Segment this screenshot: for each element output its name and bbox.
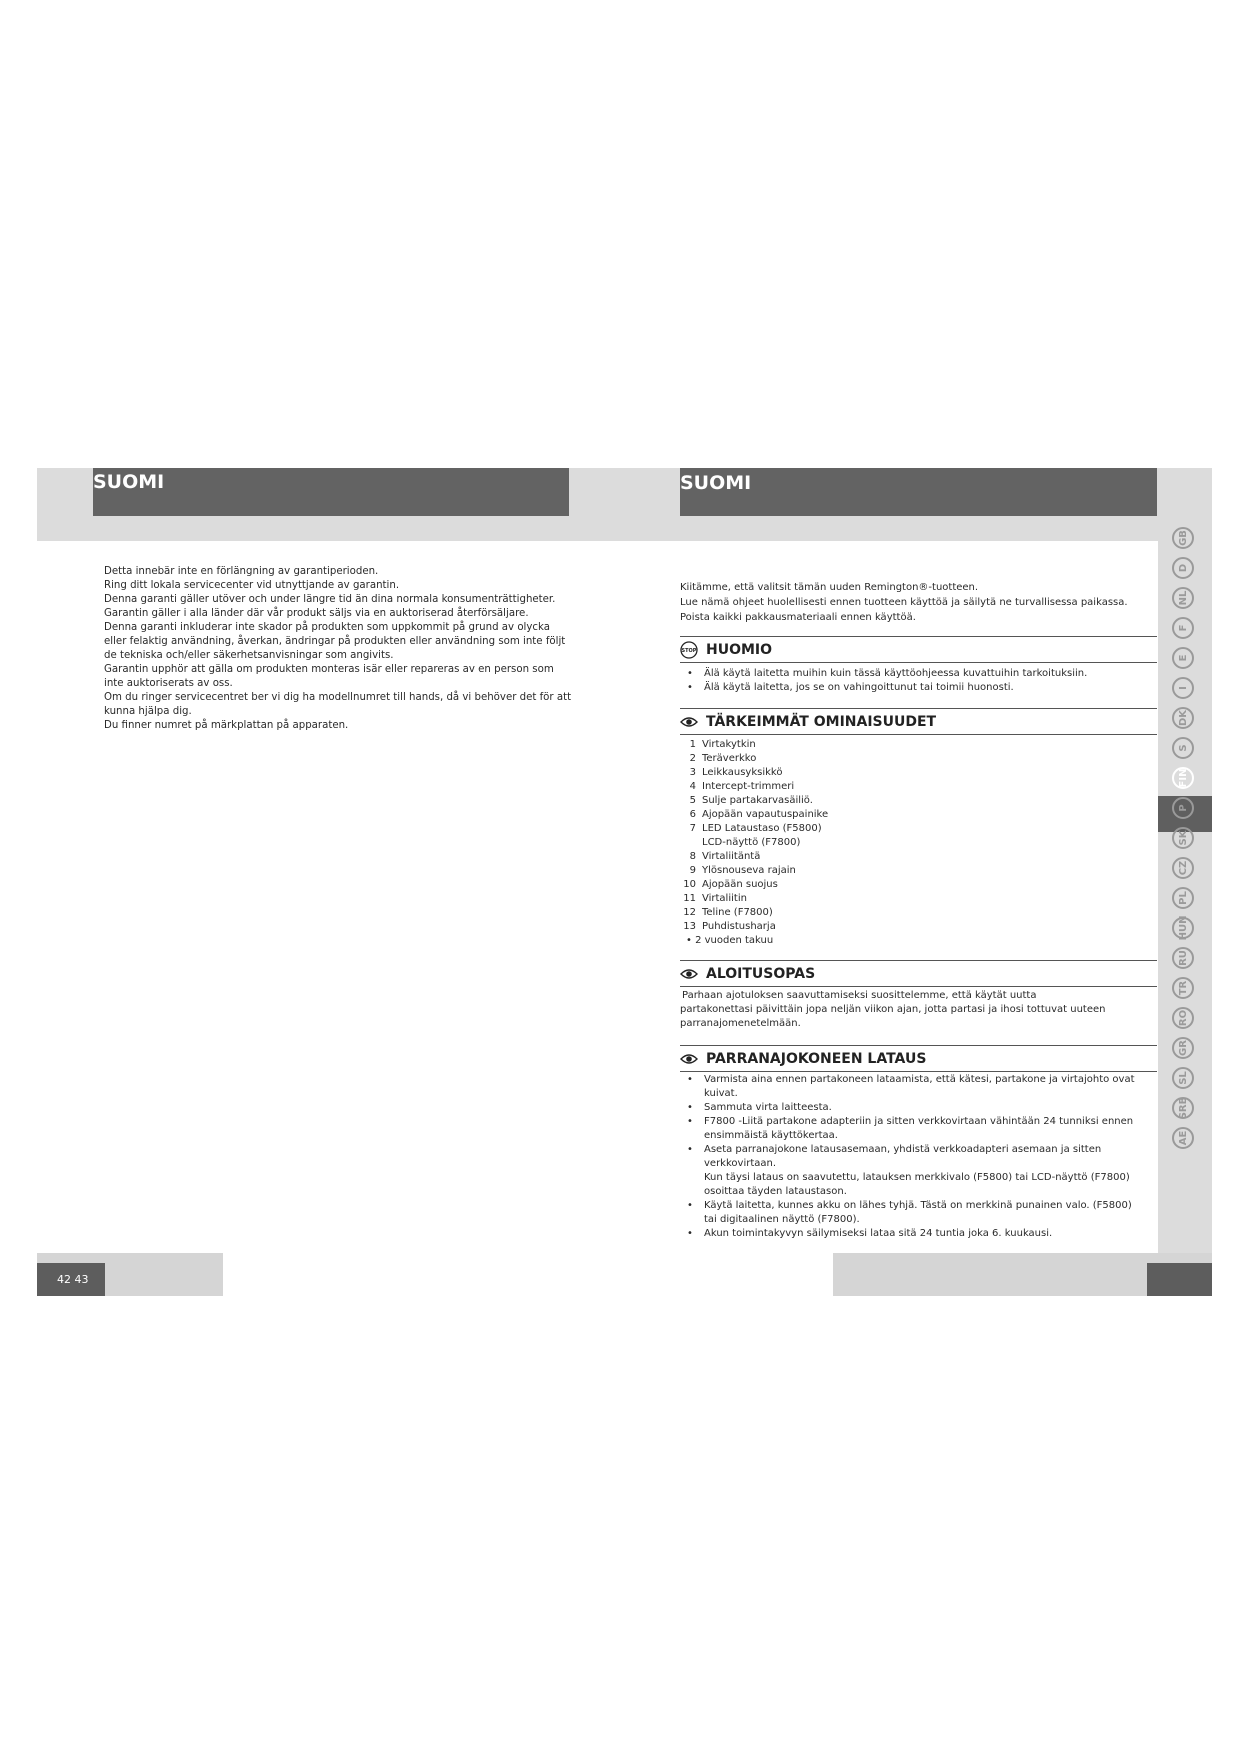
text-line: inte auktoriserats av oss. bbox=[104, 678, 233, 689]
tab-nl[interactable]: NL bbox=[1172, 587, 1194, 609]
list-item: 10 Ajopään suojus bbox=[683, 879, 778, 890]
intro-text bbox=[680, 580, 1157, 625]
tab-ro[interactable]: RO bbox=[1172, 1007, 1194, 1029]
section-huomio bbox=[680, 636, 1157, 663]
text-line: Denna garanti gäller utöver och under längre tid än dina normala konsumenträttigheter. bbox=[104, 594, 556, 605]
features-list bbox=[680, 738, 1157, 948]
list-item: LCD-näyttö (F7800) bbox=[702, 837, 801, 848]
tab-cz[interactable]: CZ bbox=[1172, 857, 1194, 879]
list-item: • Älä käytä laitetta muihin kuin tässä käyttöohjeessa kuvattuihin tarkoituksiin. bbox=[680, 667, 1157, 681]
intro-line: Lue nämä ohjeet huolellisesti ennen tuotteen käyttöä ja säilytä ne turvallisessa paikassa. bbox=[680, 597, 1128, 608]
list-item: 2 Teräverkko bbox=[689, 753, 757, 764]
page-title-left: SUOMI bbox=[93, 468, 569, 516]
right-page-content bbox=[680, 580, 1157, 1241]
eye-icon bbox=[680, 965, 698, 983]
stop-icon bbox=[680, 641, 698, 659]
list-item: • Sammuta virta laitteesta. bbox=[680, 1101, 1157, 1115]
section-getting-started bbox=[680, 960, 1157, 987]
section-heading: HUOMIO bbox=[706, 641, 773, 658]
tab-sl[interactable]: SL bbox=[1172, 1067, 1194, 1089]
text-line: de tekniska och/eller säkerhetsanvisningar som angivits. bbox=[104, 650, 394, 661]
list-item: 7 LED Lataustaso (F5800) bbox=[689, 823, 822, 834]
text-line: partakonettasi päivittäin jopa neljän viikon ajan, jotta partasi ja ihosi tottuvat uuteen bbox=[680, 1004, 1106, 1015]
tab-e[interactable]: E bbox=[1172, 647, 1194, 669]
tab-f[interactable]: F bbox=[1172, 617, 1194, 639]
list-item: • F7800 -Liitä partakone adapteriin ja sitten verkkovirtaan vähintään 24 tunniksi ennen ensimmäistä käyttökertaa. bbox=[680, 1115, 1157, 1143]
section-heading: PARRANAJOKONEEN LATAUS bbox=[706, 1050, 927, 1067]
list-item: • Aseta parranajokone latausasemaan, yhdistä verkkoadapteri asemaan ja sitten verkkovirtaan. Kun täysi lataus on saavutettu, latauksen merkkivalo (F5800) tai LCD-näyttö (F7800) osoittaa täyden lataustason. bbox=[680, 1143, 1157, 1199]
tab-ru[interactable]: RU bbox=[1172, 947, 1194, 969]
section-features bbox=[680, 708, 1157, 735]
charging-list bbox=[680, 1073, 1157, 1241]
list-item: • Käytä laitetta, kunnes akku on lähes tyhjä. Tästä on merkkinä punainen valo. (F5800) tai digitaalinen näyttö (F7800). bbox=[680, 1199, 1157, 1227]
section-charging bbox=[680, 1045, 1157, 1072]
page-title-right: SUOMI bbox=[680, 468, 1157, 516]
eye-icon bbox=[680, 713, 698, 731]
section-heading: TÄRKEIMMÄT OMINAISUUDET bbox=[706, 713, 937, 730]
warranty-line: • 2 vuoden takuu bbox=[686, 935, 774, 946]
list-item: 3 Leikkausyksikkö bbox=[689, 767, 783, 778]
list-item: 8 Virtaliitäntä bbox=[689, 851, 761, 862]
tab-pl[interactable]: PL bbox=[1172, 887, 1194, 909]
tab-gr[interactable]: GR bbox=[1172, 1037, 1194, 1059]
svg-text:STOP: STOP bbox=[681, 647, 697, 654]
tab-s[interactable]: S bbox=[1172, 737, 1194, 759]
tab-i[interactable]: I bbox=[1172, 677, 1194, 699]
list-item: 12 Teline (F7800) bbox=[683, 907, 773, 918]
text-line: parranajomenetelmään. bbox=[680, 1018, 801, 1029]
list-item: • Varmista aina ennen partakoneen lataamista, että kätesi, partakone ja virtajohto ovat kuivat. bbox=[680, 1073, 1157, 1101]
list-item: • Älä käytä laitetta, jos se on vahingoittunut tai toimii huonosti. bbox=[680, 681, 1157, 695]
list-item: 9 Ylösnouseva rajain bbox=[689, 865, 796, 876]
tab-ae[interactable]: AE bbox=[1172, 1127, 1194, 1149]
tab-hun[interactable]: HUN bbox=[1172, 917, 1194, 939]
list-item: 1 Virtakytkin bbox=[689, 739, 756, 750]
text-line: Garantin upphör att gälla om produkten monteras isär eller repareras av en person som bbox=[104, 664, 554, 675]
tab-fin[interactable]: FIN bbox=[1172, 767, 1194, 789]
tab-srb[interactable]: SRB bbox=[1172, 1097, 1194, 1119]
list-item: 11 Virtaliitin bbox=[683, 893, 747, 904]
huomio-list bbox=[680, 667, 1157, 695]
tab-dk[interactable]: DK bbox=[1172, 707, 1194, 729]
intro-line: Kiitämme, että valitsit tämän uuden Remington®-tuotteen. bbox=[680, 582, 979, 593]
list-item: 5 Sulje partakarvasäiliö. bbox=[689, 795, 813, 806]
text-line: kunna hjälpa dig. bbox=[104, 706, 192, 717]
intro-line: Poista kaikki pakkausmateriaali ennen käyttöä. bbox=[680, 612, 916, 623]
tab-p[interactable]: P bbox=[1172, 797, 1194, 819]
text-line: Denna garanti inkluderar inte skador på produkten som uppkommit på grund av olycka bbox=[104, 622, 550, 633]
section-heading: ALOITUSOPAS bbox=[706, 965, 816, 982]
list-item: • Akun toimintakyvyn säilymiseksi lataa sitä 24 tuntia joka 6. kuukausi. bbox=[680, 1227, 1157, 1241]
getting-started-text bbox=[680, 989, 1157, 1031]
footer-box-right bbox=[1147, 1263, 1212, 1296]
tab-d[interactable]: D bbox=[1172, 557, 1194, 579]
eye-icon bbox=[680, 1050, 698, 1068]
tab-sk[interactable]: SK bbox=[1172, 827, 1194, 849]
text-line: Ring ditt lokala servicecenter vid utnyttjande av garantin. bbox=[104, 580, 400, 591]
language-tabs bbox=[1161, 527, 1205, 1157]
text-line: Parhaan ajotuloksen saavuttamiseksi suosittelemme, että käytät uutta bbox=[682, 990, 1037, 1001]
text-line: Du finner numret på märkplattan på apparaten. bbox=[104, 720, 349, 731]
list-item: 4 Intercept-trimmeri bbox=[689, 781, 795, 792]
tab-tr[interactable]: TR bbox=[1172, 977, 1194, 999]
list-item: 13 Puhdistusharja bbox=[683, 921, 776, 932]
text-line: eller felaktig användning, åverkan, ändringar på produkten eller användning som inte följt bbox=[104, 636, 566, 647]
page-numbers: 42 43 bbox=[37, 1263, 105, 1296]
text-line: Garantin gäller i alla länder där vår produkt säljs via en auktoriserad återförsäljare. bbox=[104, 608, 529, 619]
text-line: Om du ringer servicecentret ber vi dig ha modellnumret till hands, då vi behöver det för att bbox=[104, 692, 572, 703]
list-item: 6 Ajopään vapautuspainike bbox=[689, 809, 829, 820]
text-line: Detta innebär inte en förlängning av garantiperioden. bbox=[104, 566, 379, 577]
warranty-text bbox=[104, 565, 574, 733]
tab-gb[interactable]: GB bbox=[1172, 527, 1194, 549]
